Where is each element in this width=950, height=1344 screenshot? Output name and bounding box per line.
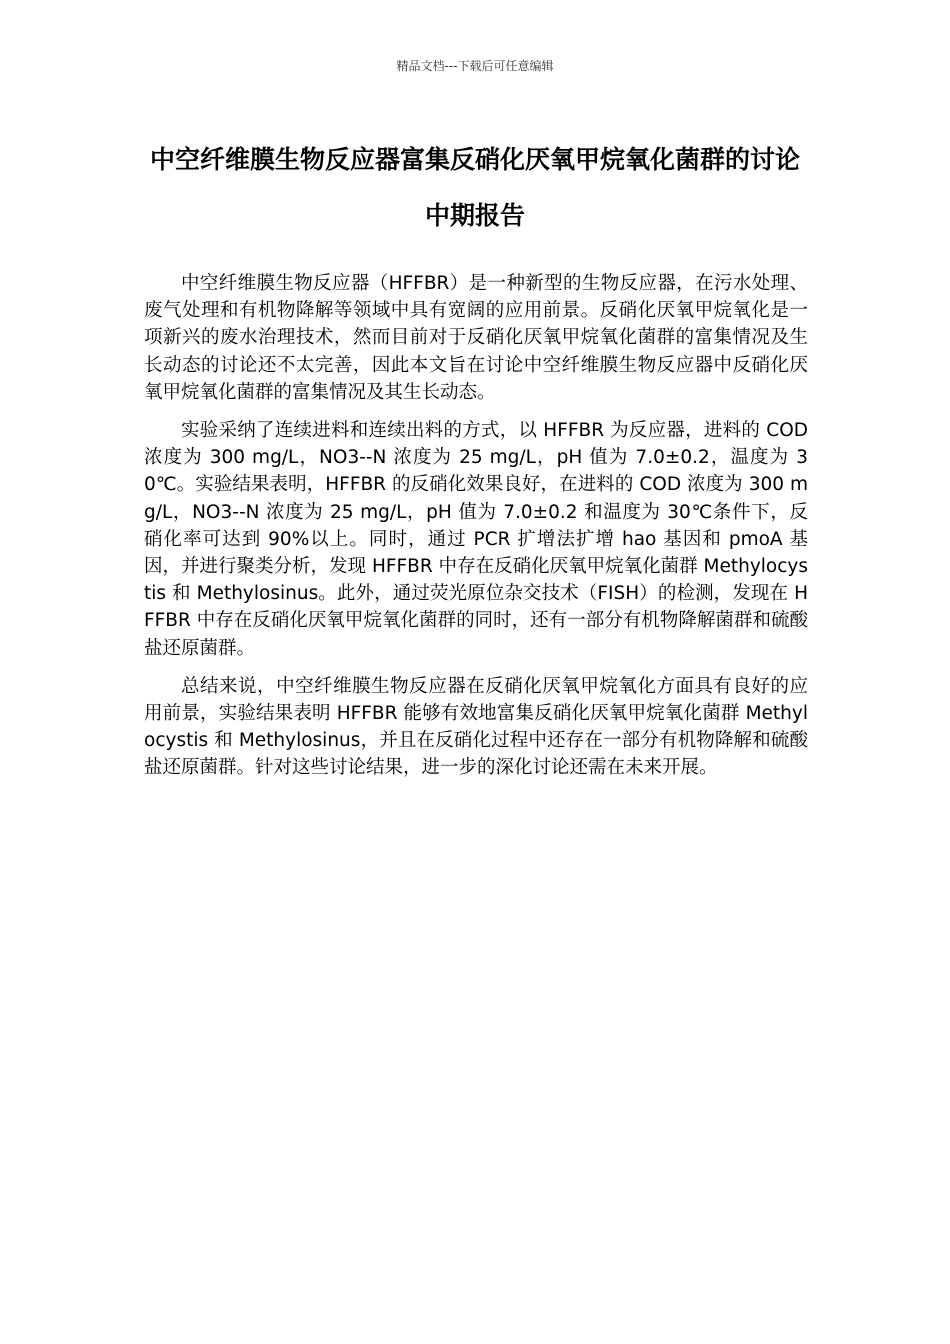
paragraph-introduction: 中空纤维膜生物反应器（HFFBR）是一种新型的生物反应器，在污水处理、废气处理和有机物降解等领域中具有宽阔的应用前景。反硝化厌氧甲烷氧化是一项新兴的废水治理技术，然而目前对于反硝化厌氧甲烷氧化菌群的富集情况及生长动态的讨论还不太完善，因此本文旨在讨论中空纤维膜生物反应器中反硝化厌氧甲烷氧化菌群的富集情况及其生长动态。 — [144, 273, 808, 403]
paragraph-experiment: 实验采纳了连续进料和连续出料的方式，以 HFFBR 为反应器，进料的 COD 浓度为 300 mg/L，NO3--N 浓度为 25 mg/L，pH 值为 7.0±0.2，温度为 30℃。实验结果表明，HFFBR 的反硝化效果良好，在进料的 COD 浓度为 300 mg/L，NO3--N 浓度为 25 mg/L，pH 值为 7.0±0.2 和温度为 30℃条件下，反硝化率可达到 90%以上。同时，通过 PCR 扩增法扩增 hao 基因和 pmoA 基因，并进行聚类分析，发现 HFFBR 中存在反硝化厌氧甲烷氧化菌群 Methylocystis 和 Methylosinus。此外，通过荧光原位杂交技术（FISH）的检测，发现在 HFFBR 中存在反硝化厌氧甲烷氧化菌群的同时，还有一部分有机物降解菌群和硫酸盐还原菌群。 — [144, 420, 808, 659]
header-note: 精品文档---下载后可任意编辑 — [396, 59, 554, 73]
paragraph-conclusion: 总结来说，中空纤维膜生物反应器在反硝化厌氧甲烷氧化方面具有良好的应用前景，实验结果表明 HFFBR 能够有效地富集反硝化厌氧甲烷氧化菌群 Methylocystis 和 Methylosinus，并且在反硝化过程中还存在一部分有机物降解和硫酸盐还原菌群。针对这些讨论结果，进一步的深化讨论还需在未来开展。 — [144, 675, 808, 779]
document-title: 中空纤维膜生物反应器富集反硝化厌氧甲烷氧化菌群的讨论中期报告 — [149, 145, 800, 230]
document-body — [144, 270, 808, 793]
